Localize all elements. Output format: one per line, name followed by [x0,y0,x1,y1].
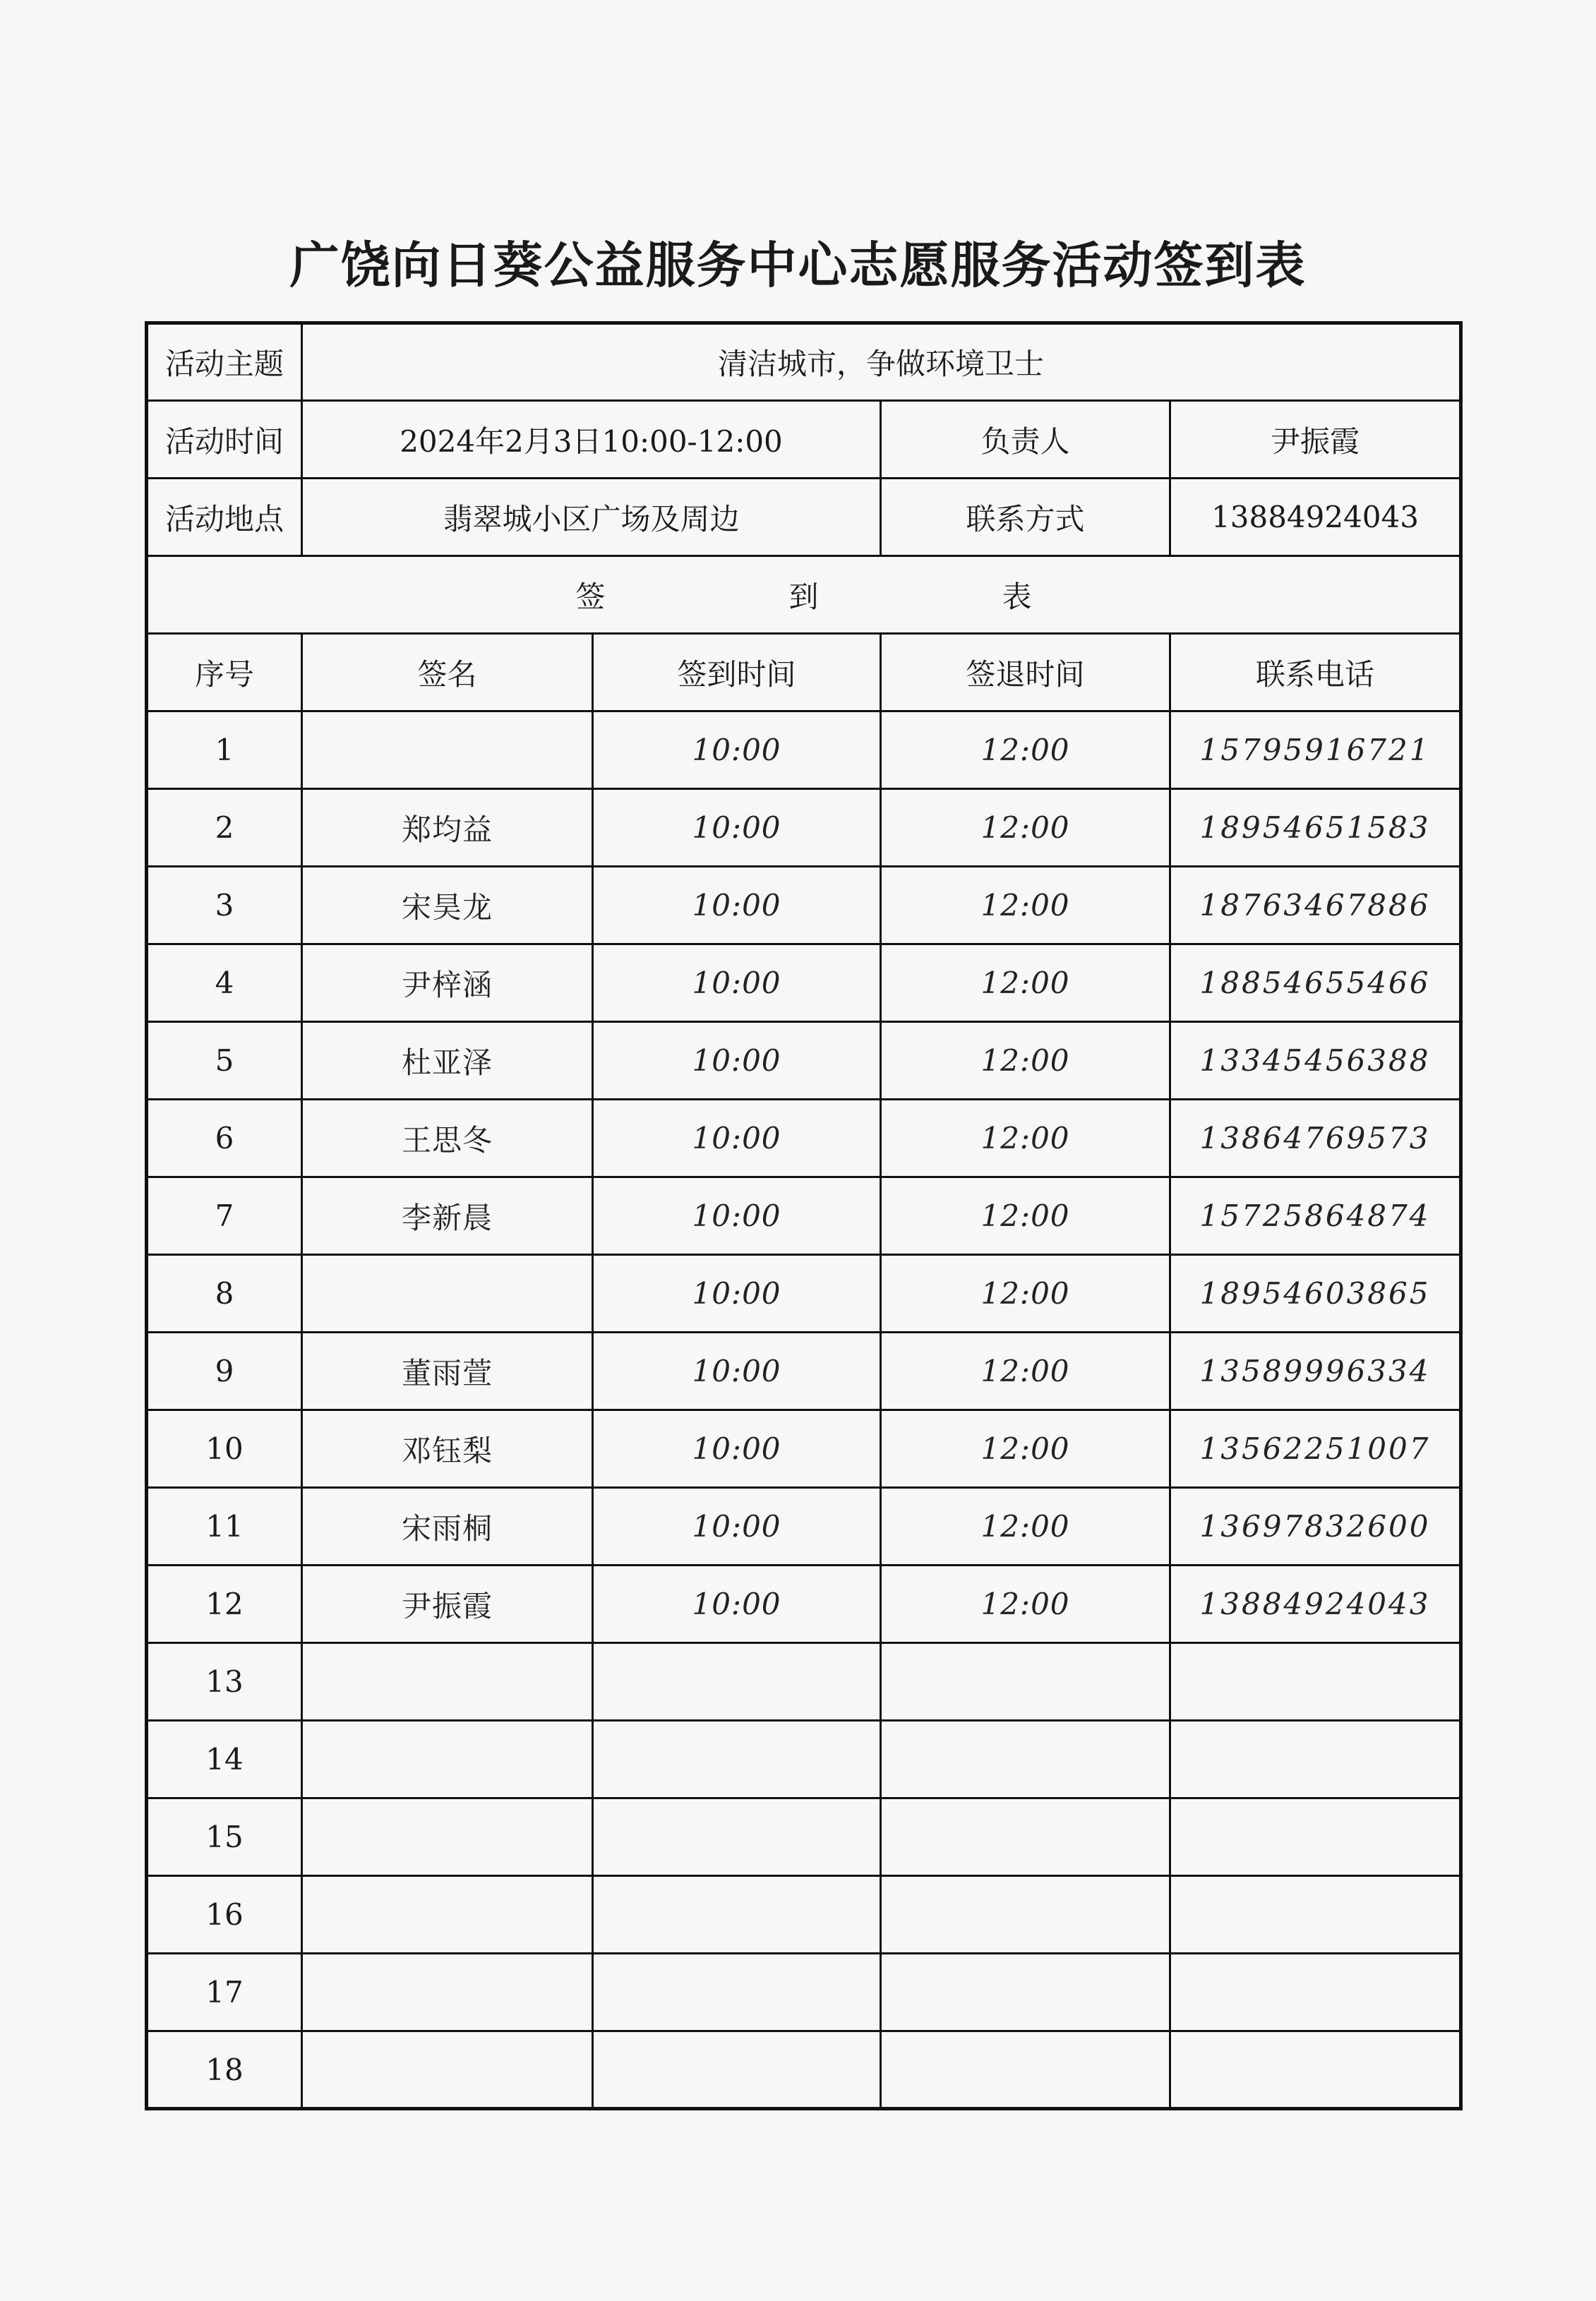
section-title-char: 表 [1002,579,1032,614]
row-number: 13 [147,1643,302,1721]
row-signature: 尹振霞 [302,1566,593,1643]
row-sign-out-time [881,1798,1170,1876]
table-row [147,867,1461,944]
table-row [147,1488,1461,1566]
row-number: 11 [147,1488,302,1566]
row-signature [302,1643,593,1721]
row-sign-in-time: 10:00 [593,867,881,944]
row-signature: 邓钰梨 [302,1410,593,1488]
row-number: 15 [147,1798,302,1876]
table-row [147,1100,1461,1177]
row-sign-out-time: 12:00 [881,711,1170,789]
table-row [147,1177,1461,1255]
row-sign-out-time [881,2031,1170,2109]
row-number: 12 [147,1566,302,1643]
theme-value: 清洁城市，争做环境卫士 [302,323,1461,401]
row-sign-out-time: 12:00 [881,1566,1170,1643]
place-value: 翡翠城小区广场及周边 [302,479,881,556]
place-row [147,479,1461,556]
row-sign-in-time: 10:00 [593,1022,881,1100]
table-row [147,1954,1461,2031]
row-signature [302,1876,593,1954]
leader-value: 尹振霞 [1170,401,1461,479]
time-value: 2024年2月3日10:00-12:00 [302,401,881,479]
row-phone: 18954651583 [1170,789,1461,867]
row-phone: 13697832600 [1170,1488,1461,1566]
table-row [147,711,1461,789]
table-row [147,1721,1461,1798]
row-phone: 13562251007 [1170,1410,1461,1488]
row-number: 2 [147,789,302,867]
row-signature: 尹梓涵 [302,944,593,1022]
sign-in-table [145,321,1463,2110]
row-sign-in-time: 10:00 [593,789,881,867]
table-row [147,1566,1461,1643]
row-number: 7 [147,1177,302,1255]
row-sign-out-time: 12:00 [881,789,1170,867]
table-row [147,944,1461,1022]
contact-value: 13884924043 [1170,479,1461,556]
row-phone: 18954603865 [1170,1255,1461,1333]
row-phone: 13864769573 [1170,1100,1461,1177]
row-sign-in-time: 10:00 [593,1255,881,1333]
row-sign-out-time [881,1876,1170,1954]
row-sign-in-time [593,1643,881,1721]
row-sign-out-time: 12:00 [881,1022,1170,1100]
contact-label: 联系方式 [881,479,1170,556]
header-name: 签名 [302,634,593,711]
header-sign-out-time: 签退时间 [881,634,1170,711]
row-signature: 王思冬 [302,1100,593,1177]
row-sign-in-time [593,1954,881,2031]
row-sign-out-time: 12:00 [881,1333,1170,1410]
row-phone [1170,1876,1461,1954]
row-sign-out-time: 12:00 [881,1410,1170,1488]
row-phone: 18854655466 [1170,944,1461,1022]
row-sign-out-time [881,1954,1170,2031]
row-signature: 杜亚泽 [302,1022,593,1100]
row-signature [302,711,593,789]
row-sign-in-time [593,1876,881,1954]
row-sign-out-time: 12:00 [881,1488,1170,1566]
section-title-row [147,556,1461,634]
table-row [147,1410,1461,1488]
section-title [147,556,1461,634]
row-sign-in-time: 10:00 [593,1100,881,1177]
row-phone: 13884924043 [1170,1566,1461,1643]
row-signature [302,1255,593,1333]
section-title-char: 签 [575,579,606,614]
place-label: 活动地点 [147,479,302,556]
row-signature [302,1798,593,1876]
row-sign-in-time: 10:00 [593,944,881,1022]
table-row [147,789,1461,867]
row-phone: 15795916721 [1170,711,1461,789]
table-row [147,1255,1461,1333]
row-number: 14 [147,1721,302,1798]
page-title: 广饶向日葵公益服务中心志愿服务活动签到表 [289,236,1307,294]
row-signature: 宋昊龙 [302,867,593,944]
theme-label: 活动主题 [147,323,302,401]
table-row [147,1798,1461,1876]
section-title-char: 到 [788,579,819,614]
row-number: 4 [147,944,302,1022]
row-sign-in-time: 10:00 [593,1177,881,1255]
row-number: 5 [147,1022,302,1100]
row-sign-out-time: 12:00 [881,1100,1170,1177]
row-sign-out-time: 12:00 [881,867,1170,944]
row-sign-out-time: 12:00 [881,1177,1170,1255]
row-signature: 董雨萱 [302,1333,593,1410]
row-sign-in-time: 10:00 [593,1410,881,1488]
leader-label: 负责人 [881,401,1170,479]
row-sign-in-time: 10:00 [593,1566,881,1643]
row-sign-in-time: 10:00 [593,1488,881,1566]
row-signature: 李新晨 [302,1177,593,1255]
row-number: 1 [147,711,302,789]
row-sign-out-time [881,1643,1170,1721]
row-phone [1170,1798,1461,1876]
row-phone: 15725864874 [1170,1177,1461,1255]
row-number: 8 [147,1255,302,1333]
table-row [147,1022,1461,1100]
row-phone: 13589996334 [1170,1333,1461,1410]
table-row [147,1333,1461,1410]
row-number: 6 [147,1100,302,1177]
row-signature [302,2031,593,2109]
row-phone [1170,1643,1461,1721]
time-row [147,401,1461,479]
row-sign-in-time: 10:00 [593,1333,881,1410]
row-sign-in-time [593,1798,881,1876]
row-signature [302,1954,593,2031]
header-row [147,634,1461,711]
row-phone: 13345456388 [1170,1022,1461,1100]
time-label: 活动时间 [147,401,302,479]
row-sign-in-time [593,2031,881,2109]
row-phone [1170,1954,1461,2031]
row-sign-out-time [881,1721,1170,1798]
row-number: 18 [147,2031,302,2109]
row-number: 16 [147,1876,302,1954]
row-sign-in-time: 10:00 [593,711,881,789]
row-signature: 宋雨桐 [302,1488,593,1566]
row-sign-out-time: 12:00 [881,1255,1170,1333]
table-row [147,1643,1461,1721]
header-no: 序号 [147,634,302,711]
row-phone [1170,1721,1461,1798]
header-sign-in-time: 签到时间 [593,634,881,711]
row-phone: 18763467886 [1170,867,1461,944]
row-sign-in-time [593,1721,881,1798]
row-phone [1170,2031,1461,2109]
row-sign-out-time: 12:00 [881,944,1170,1022]
row-number: 3 [147,867,302,944]
table-row [147,1876,1461,1954]
row-number: 9 [147,1333,302,1410]
row-signature [302,1721,593,1798]
row-number: 17 [147,1954,302,2031]
theme-row [147,323,1461,401]
header-phone: 联系电话 [1170,634,1461,711]
row-number: 10 [147,1410,302,1488]
table-row [147,2031,1461,2109]
row-signature: 郑均益 [302,789,593,867]
